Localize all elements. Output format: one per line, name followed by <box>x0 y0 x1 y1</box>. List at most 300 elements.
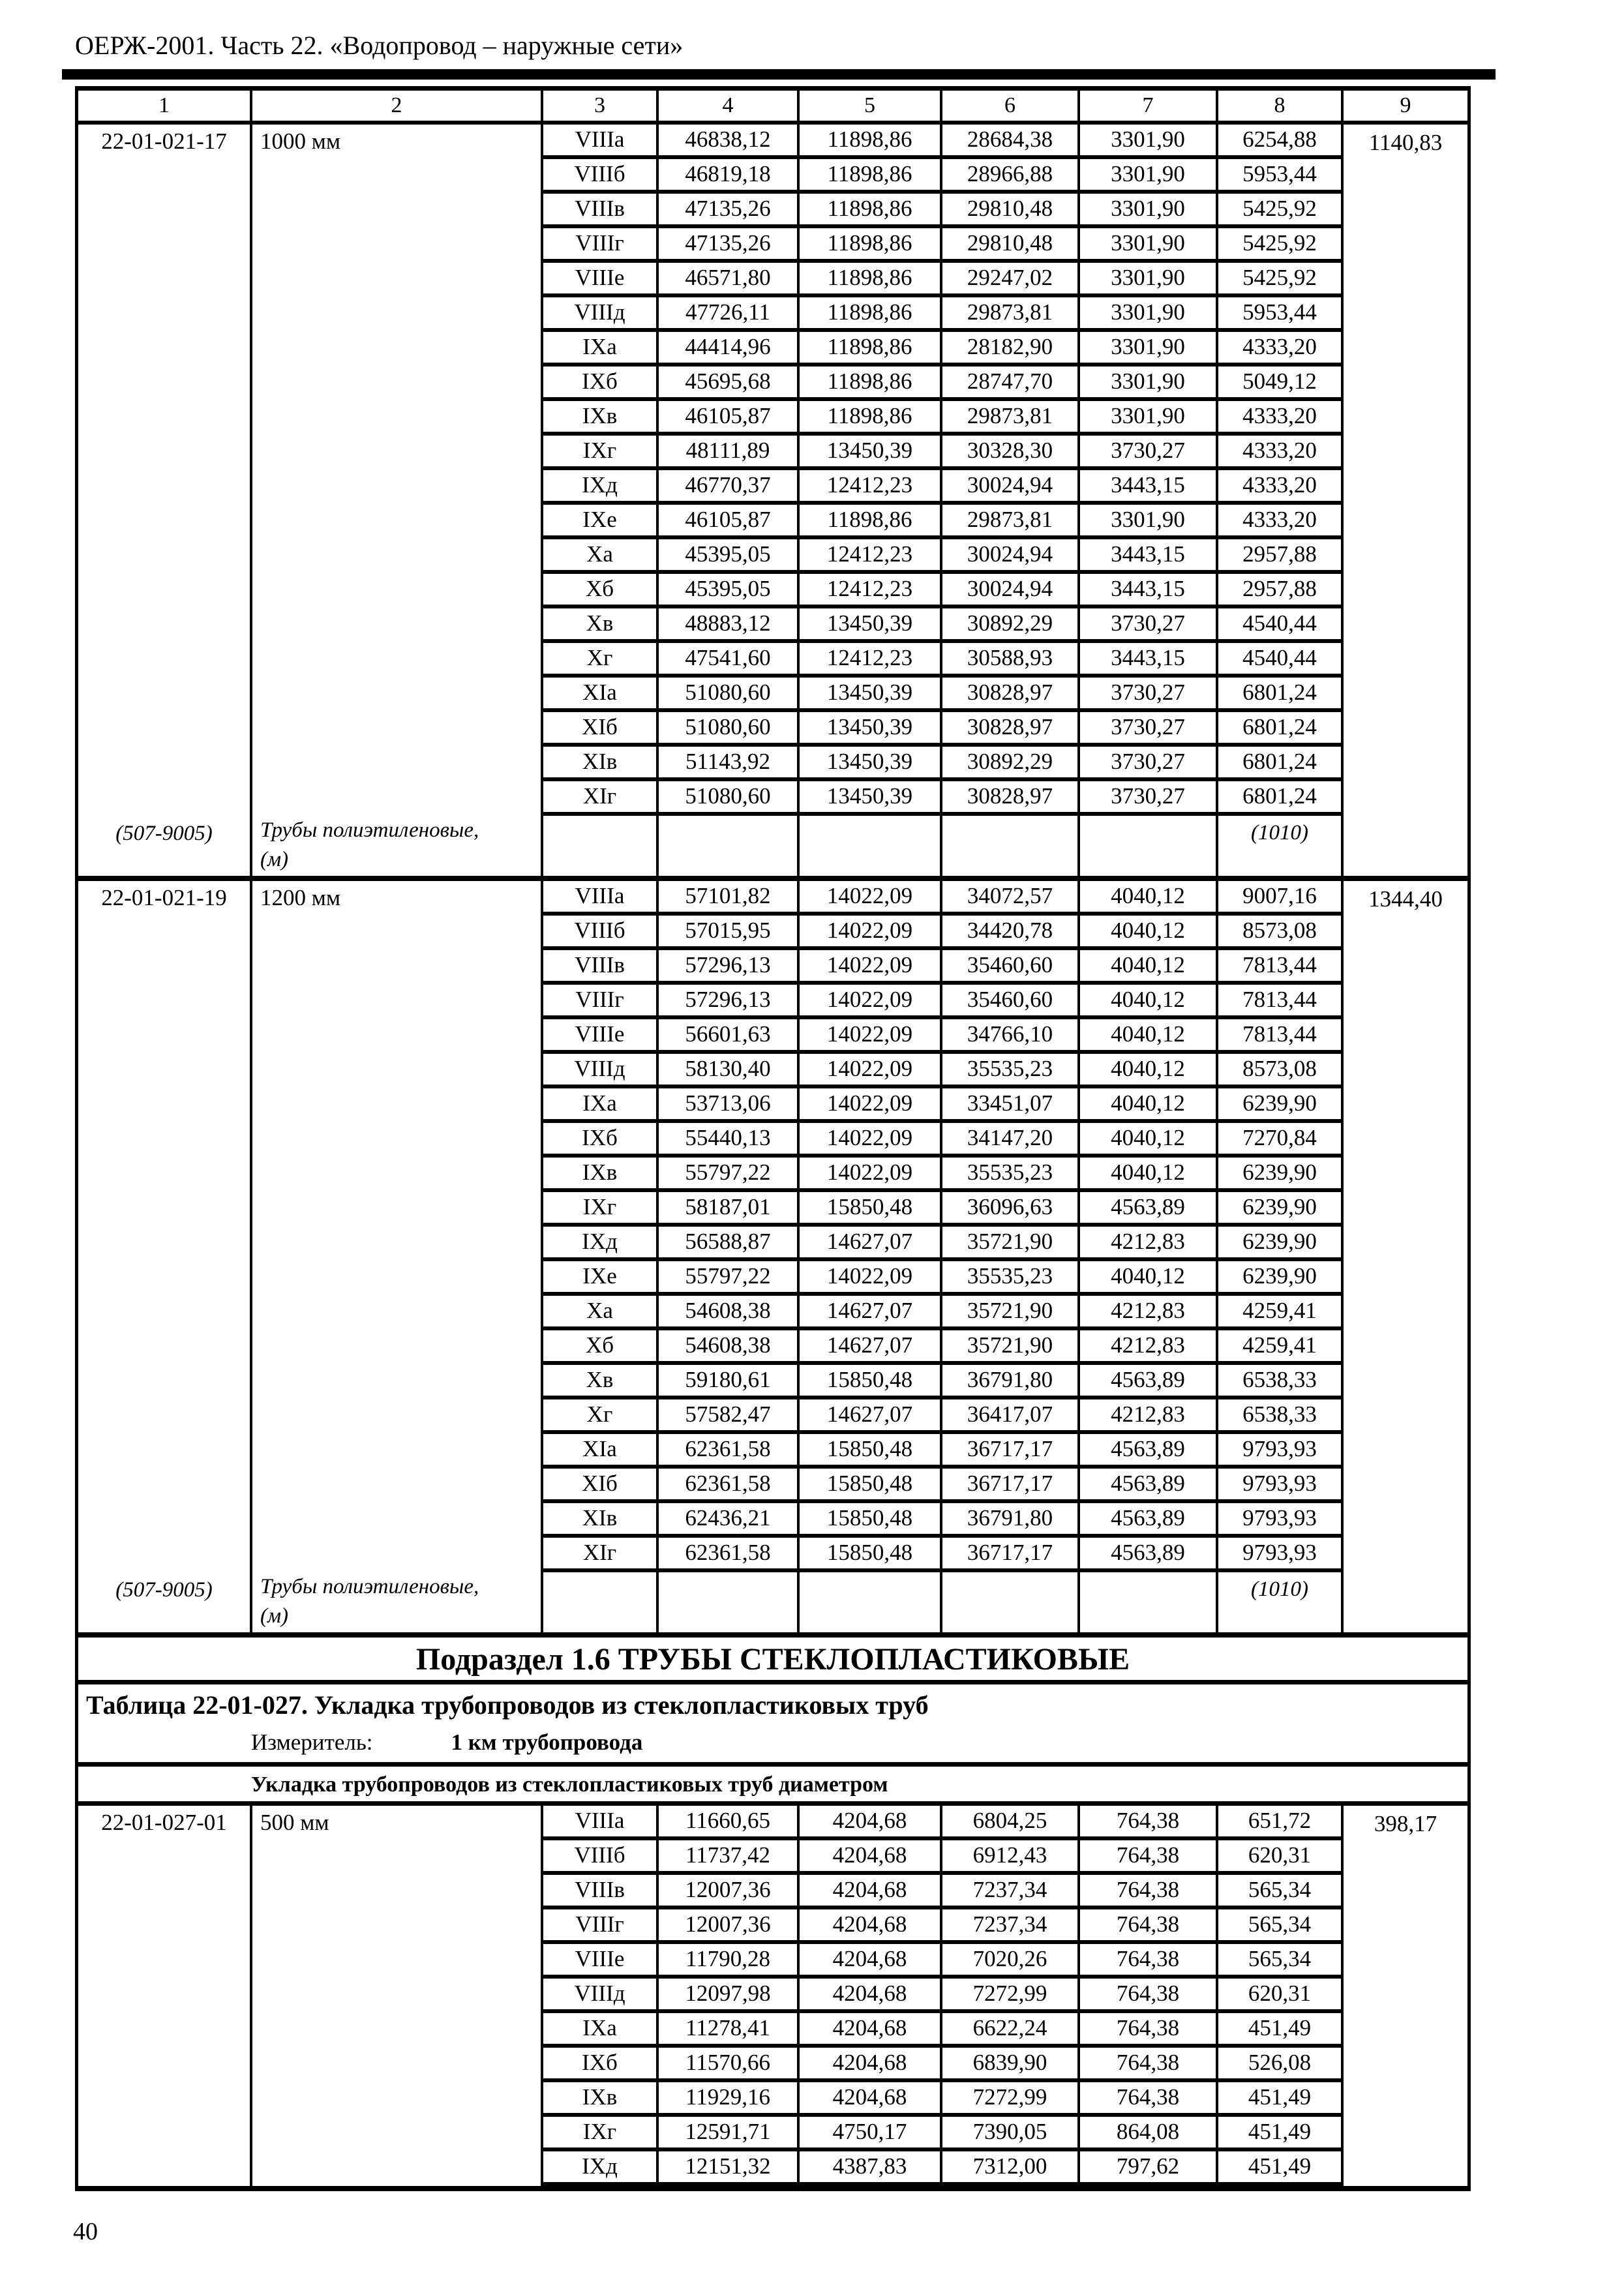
table-row <box>543 1399 1341 1434</box>
description-column <box>252 881 543 1632</box>
col6-value-cell: 36717,17 <box>942 1434 1080 1465</box>
col8-value-cell: 6239,90 <box>1242 1194 1317 1219</box>
col4-value-cell: 46819,18 <box>659 159 800 190</box>
col7-value-cell: 764,38 <box>1080 1806 1218 1836</box>
col7-value-cell: 4040,12 <box>1080 950 1218 981</box>
col5-value-cell: 13450,39 <box>800 608 942 639</box>
col7-value-cell: 3301,90 <box>1080 125 1218 155</box>
col4-value-cell: 54608,38 <box>659 1296 800 1326</box>
group-label-cell: XIа <box>543 678 659 708</box>
col4-value-cell: 47135,26 <box>659 228 800 259</box>
col6-value-cell: 7390,05 <box>942 2117 1080 2147</box>
col4-value-cell: 44414,96 <box>659 332 800 363</box>
table-row <box>543 1909 1341 1944</box>
col5-value-cell: 14022,09 <box>800 1261 942 1292</box>
col7-value-cell: 4040,12 <box>1080 1019 1218 1050</box>
col7-value-cell: 4212,83 <box>1080 1227 1218 1257</box>
table-row <box>543 1365 1341 1399</box>
col8-value-cell: 4540,44 <box>1242 610 1317 636</box>
group-label-cell: IXг <box>543 1192 659 1223</box>
col8-value-cell: 4333,20 <box>1242 438 1317 463</box>
col7-value-cell: 3730,27 <box>1080 608 1218 639</box>
rates-grid <box>543 881 1344 1632</box>
col8-value-cell: 4333,20 <box>1242 403 1317 428</box>
table-row <box>543 2151 1341 2186</box>
col8-value-cell: 4333,20 <box>1242 334 1317 359</box>
section-description: 500 мм <box>260 1810 329 1835</box>
group-label-cell: VIIIа <box>543 1806 659 1836</box>
tail-unit: (м) <box>260 848 289 871</box>
col4-value-cell: 12151,32 <box>659 2151 800 2182</box>
group-label-cell: XIв <box>543 747 659 777</box>
col7-value-cell: 797,62 <box>1080 2151 1218 2182</box>
col4-value-cell: 62361,58 <box>659 1469 800 1499</box>
col4-value-cell: 11570,66 <box>659 2048 800 2078</box>
group-label-cell: VIIIе <box>543 1019 659 1050</box>
col4-value-cell: 46105,87 <box>659 505 800 535</box>
col6-value-cell: 30588,93 <box>942 643 1080 674</box>
group-label-cell: IXе <box>543 505 659 535</box>
col8-value-cell: 6254,88 <box>1242 127 1317 152</box>
group-label-cell: VIIIв <box>543 1875 659 1906</box>
table-row <box>543 228 1341 263</box>
group-label-cell: IXд <box>543 2151 659 2182</box>
col6-value-cell: 30024,94 <box>942 470 1080 501</box>
table-row <box>543 539 1341 574</box>
col5-value-cell: 12412,23 <box>800 574 942 605</box>
tail-description <box>252 1572 541 1631</box>
col4-value-cell: 56588,87 <box>659 1227 800 1257</box>
col7-value-cell: 4563,89 <box>1080 1365 1218 1396</box>
section-code: 22-01-021-17 <box>101 128 227 154</box>
group-label-cell: IXб <box>543 1123 659 1154</box>
col8-value-cell: 4259,41 <box>1242 1332 1317 1358</box>
col5-value-cell: 15850,48 <box>800 1192 942 1223</box>
col6-value-cell: 6622,24 <box>942 2013 1080 2044</box>
col7-value-cell: 4040,12 <box>1080 985 1218 1015</box>
norm-section-22-01-021-19 <box>78 881 1467 1638</box>
col6-value-cell: 7272,99 <box>942 1979 1080 2009</box>
col7-value-cell: 4040,12 <box>1080 916 1218 946</box>
col6-value-cell: 7237,34 <box>942 1875 1080 1906</box>
norm-section-22-01-027-01 <box>78 1806 1467 2191</box>
col6-value-cell: 29873,81 <box>942 401 1080 432</box>
col7-value-cell: 4040,12 <box>1080 1261 1218 1292</box>
group-label-cell: IXа <box>543 1088 659 1119</box>
col7-value-cell: 764,38 <box>1080 1944 1218 1975</box>
col5-value-cell: 12412,23 <box>800 470 942 501</box>
col5-value-cell: 11898,86 <box>800 297 942 328</box>
col4-value-cell: 46105,87 <box>659 401 800 432</box>
col8-value-cell: 620,31 <box>1248 1981 1312 2006</box>
col4-value-cell: 11790,28 <box>659 1944 800 1975</box>
col6-value-cell: 36791,80 <box>942 1503 1080 1534</box>
col7-value-cell: 3301,90 <box>1080 505 1218 535</box>
col6-value-cell: 35535,23 <box>942 1158 1080 1188</box>
col8-value-cell: 7813,44 <box>1242 1021 1317 1047</box>
col7-value-cell: 3730,27 <box>1080 678 1218 708</box>
col5-value-cell: 4204,68 <box>800 1875 942 1906</box>
group-label-cell: XIг <box>543 1538 659 1568</box>
group-label-cell: Xа <box>543 1296 659 1326</box>
col6-value-cell: 29810,48 <box>942 194 1080 224</box>
column-number-cell: 7 <box>1080 91 1218 121</box>
col5-value-cell: 13450,39 <box>800 678 942 708</box>
table-row <box>543 401 1341 436</box>
table-row <box>543 332 1341 367</box>
col7-value-cell: 764,38 <box>1080 2082 1218 2113</box>
col8-value-cell: 2957,88 <box>1242 541 1317 567</box>
table-row <box>543 2048 1341 2082</box>
col6-value-cell: 6839,90 <box>942 2048 1080 2078</box>
col5-value-cell: 14022,09 <box>800 1158 942 1188</box>
group-label-cell: VIIIа <box>543 125 659 155</box>
col8-value-cell: 620,31 <box>1248 1842 1312 1868</box>
col6-value-cell: 36791,80 <box>942 1365 1080 1396</box>
col6-value-cell: 30892,29 <box>942 608 1080 639</box>
col8-value-cell: 4540,44 <box>1242 645 1317 670</box>
col6-value-cell: 6804,25 <box>942 1806 1080 1836</box>
description-column <box>252 125 543 876</box>
col6-value-cell: 29810,48 <box>942 228 1080 259</box>
group-label-cell: IXг <box>543 2117 659 2147</box>
table-row <box>543 1158 1341 1192</box>
col7-value-cell: 4040,12 <box>1080 1158 1218 1188</box>
col7-value-cell: 764,38 <box>1080 1875 1218 1906</box>
col5-value-cell: 14627,07 <box>800 1330 942 1361</box>
col8-value-cell: 5953,44 <box>1242 299 1317 325</box>
group-label-cell: Xа <box>543 539 659 570</box>
col8-value-cell: 6538,33 <box>1242 1367 1317 1392</box>
column-number-row <box>78 91 1467 125</box>
col7-value-cell: 4212,83 <box>1080 1330 1218 1361</box>
tail-cell <box>1080 816 1218 876</box>
col4-value-cell: 12591,71 <box>659 2117 800 2147</box>
col7-value-cell: 4040,12 <box>1080 1088 1218 1119</box>
group-label-cell: VIIIв <box>543 950 659 981</box>
group-label-cell: VIIIе <box>543 1944 659 1975</box>
col6-value-cell: 28747,70 <box>942 367 1080 397</box>
col7-value-cell: 764,38 <box>1080 2013 1218 2044</box>
table-row <box>543 1806 1341 1840</box>
norm-section-22-01-021-17 <box>78 125 1467 881</box>
table-row <box>543 881 1341 916</box>
col5-value-cell: 14022,09 <box>800 1123 942 1154</box>
col7-value-cell: 764,38 <box>1080 1840 1218 1871</box>
table-row <box>543 574 1341 608</box>
table-row <box>543 2117 1341 2151</box>
tail-cell <box>659 1572 800 1632</box>
table-row <box>543 470 1341 505</box>
col8-value-cell: 7813,44 <box>1242 952 1317 978</box>
col6-value-cell: 34072,57 <box>942 881 1080 912</box>
col6-value-cell: 35535,23 <box>942 1261 1080 1292</box>
col6-value-cell: 34420,78 <box>942 916 1080 946</box>
col8-value-cell: 8573,08 <box>1242 1056 1317 1081</box>
col8-value-cell: 9793,93 <box>1242 1540 1317 1565</box>
col8-value-cell: 565,34 <box>1248 1911 1312 1937</box>
rates-grid <box>543 125 1344 876</box>
table-row <box>543 1840 1341 1875</box>
group-label-cell: VIIIд <box>543 1979 659 2009</box>
col7-value-cell: 4563,89 <box>1080 1434 1218 1465</box>
col4-value-cell: 55797,22 <box>659 1261 800 1292</box>
col8-value-cell: 5425,92 <box>1242 265 1317 290</box>
col6-value-cell: 7272,99 <box>942 2082 1080 2113</box>
col7-value-cell: 3443,15 <box>1080 539 1218 570</box>
table-row <box>543 747 1341 781</box>
col6-value-cell: 29873,81 <box>942 505 1080 535</box>
col4-value-cell: 55440,13 <box>659 1123 800 1154</box>
col5-value-cell: 15850,48 <box>800 1365 942 1396</box>
tail-cell <box>800 816 942 876</box>
col7-value-cell: 3301,90 <box>1080 297 1218 328</box>
col5-value-cell: 4204,68 <box>800 1944 942 1975</box>
col7-value-cell: 3301,90 <box>1080 401 1218 432</box>
col8-value-cell: 9793,93 <box>1242 1436 1317 1461</box>
col9-value: 398,17 <box>1374 1811 1437 1836</box>
col4-value-cell: 46770,37 <box>659 470 800 501</box>
col9-value: 1344,40 <box>1368 886 1443 912</box>
tail-description-line: Трубы полиэтиленовые, <box>260 1575 479 1598</box>
group-label-cell: VIIIв <box>543 194 659 224</box>
group-label-cell: VIIIд <box>543 1054 659 1085</box>
col9-value: 1140,83 <box>1368 130 1443 155</box>
col6-value-cell: 7312,00 <box>942 2151 1080 2182</box>
tail-unit: (м) <box>260 1604 289 1628</box>
tail-cell <box>543 1572 659 1632</box>
col5-value-cell: 11898,86 <box>800 263 942 293</box>
col4-value-cell: 57582,47 <box>659 1399 800 1430</box>
col4-value-cell: 51080,60 <box>659 712 800 743</box>
group-label-cell: VIIIб <box>543 1840 659 1871</box>
col6-value-cell: 28684,38 <box>942 125 1080 155</box>
col8-value-cell: 6239,90 <box>1242 1090 1317 1116</box>
col5-value-cell: 14627,07 <box>800 1399 942 1430</box>
col5-value-cell: 11898,86 <box>800 401 942 432</box>
tail-row <box>543 816 1341 876</box>
col8-value-cell: 565,34 <box>1248 1877 1312 1902</box>
col4-value-cell: 11660,65 <box>659 1806 800 1836</box>
col7-value-cell: 4040,12 <box>1080 881 1218 912</box>
col8-value-cell: 9007,16 <box>1242 883 1317 908</box>
col7-value-cell: 4040,12 <box>1080 1123 1218 1154</box>
col6-value-cell: 28966,88 <box>942 159 1080 190</box>
col7-value-cell: 764,38 <box>1080 1909 1218 1940</box>
col8-value-cell: 7813,44 <box>1242 987 1317 1012</box>
group-label-cell: IXв <box>543 2082 659 2113</box>
subsection-header: Подраздел 1.6 ТРУБЫ СТЕКЛОПЛАСТИКОВЫЕ <box>78 1638 1467 1684</box>
group-label-cell: IXб <box>543 2048 659 2078</box>
col6-value-cell: 6912,43 <box>942 1840 1080 1871</box>
col6-value-cell: 36417,07 <box>942 1399 1080 1430</box>
col5-value-cell: 4387,83 <box>800 2151 942 2182</box>
meter-value: 1 км трубопровода <box>451 1729 643 1755</box>
group-label-cell: IXд <box>543 1227 659 1257</box>
col5-value-cell: 14022,09 <box>800 916 942 946</box>
col4-value-cell: 12007,36 <box>659 1909 800 1940</box>
col7-value-cell: 4212,83 <box>1080 1296 1218 1326</box>
group-label-cell: IXг <box>543 436 659 466</box>
col7-value-cell: 864,08 <box>1080 2117 1218 2147</box>
col7-value-cell: 3301,90 <box>1080 194 1218 224</box>
col6-value-cell: 35721,90 <box>942 1296 1080 1326</box>
col6-value-cell: 30828,97 <box>942 712 1080 743</box>
tail-material-code: (1010) <box>1251 821 1308 845</box>
col7-value-cell: 4040,12 <box>1080 1054 1218 1085</box>
col7-value-cell: 3301,90 <box>1080 332 1218 363</box>
col6-value-cell: 30828,97 <box>942 781 1080 812</box>
col5-value-cell: 15850,48 <box>800 1469 942 1499</box>
table-row <box>543 643 1341 678</box>
column-number-cell: 3 <box>543 91 659 121</box>
col8-value-cell: 6801,24 <box>1242 783 1317 809</box>
col4-value-cell: 45395,05 <box>659 539 800 570</box>
col4-value-cell: 48883,12 <box>659 608 800 639</box>
col6-value-cell: 36717,17 <box>942 1469 1080 1499</box>
col8-value-cell: 5049,12 <box>1242 368 1317 394</box>
tail-material-code: (1010) <box>1251 1578 1308 1601</box>
group-label-cell: Xб <box>543 1330 659 1361</box>
tail-cell <box>659 816 800 876</box>
col5-value-cell: 12412,23 <box>800 643 942 674</box>
table-row <box>543 1538 1341 1572</box>
table-row <box>543 297 1341 332</box>
col8-value-cell: 5425,92 <box>1242 230 1317 256</box>
col7-value-cell: 4563,89 <box>1080 1538 1218 1568</box>
col4-value-cell: 45695,68 <box>659 367 800 397</box>
col4-value-cell: 57296,13 <box>659 950 800 981</box>
table-row <box>543 505 1341 539</box>
col8-value-cell: 451,49 <box>1248 2084 1312 2110</box>
col4-value-cell: 62436,21 <box>659 1503 800 1534</box>
col4-value-cell: 11278,41 <box>659 2013 800 2044</box>
col7-value-cell: 4563,89 <box>1080 1192 1218 1223</box>
col5-value-cell: 14022,09 <box>800 1088 942 1119</box>
group-label-cell: Xб <box>543 574 659 605</box>
table-row <box>543 678 1341 712</box>
table-title-band <box>78 1684 1467 1767</box>
col8-value-cell: 9793,93 <box>1242 1505 1317 1531</box>
table-row <box>543 1469 1341 1503</box>
col4-value-cell: 58187,01 <box>659 1192 800 1223</box>
column-number-cell: 1 <box>78 91 252 121</box>
col4-value-cell: 12097,98 <box>659 1979 800 2009</box>
col4-value-cell: 51080,60 <box>659 678 800 708</box>
col5-value-cell: 14022,09 <box>800 881 942 912</box>
col5-value-cell: 11898,86 <box>800 194 942 224</box>
col8-value-cell: 7270,84 <box>1242 1125 1317 1150</box>
col4-value-cell: 46838,12 <box>659 125 800 155</box>
col5-value-cell: 13450,39 <box>800 781 942 812</box>
diameter-heading: Укладка трубопроводов из стеклопластиковых труб диаметром <box>78 1767 1467 1806</box>
tail-code: (507-9005) <box>115 822 213 845</box>
table-row <box>543 985 1341 1019</box>
group-label-cell: VIIIб <box>543 916 659 946</box>
table-row <box>543 1979 1341 2013</box>
col5-value-cell: 13450,39 <box>800 712 942 743</box>
table-row <box>543 608 1341 643</box>
col8-value-cell: 4333,20 <box>1242 472 1317 498</box>
col5-value-cell: 4204,68 <box>800 2048 942 2078</box>
table-row <box>543 1261 1341 1296</box>
table-row <box>543 1123 1341 1158</box>
col6-value-cell: 35721,90 <box>942 1330 1080 1361</box>
col4-value-cell: 53713,06 <box>659 1088 800 1119</box>
col4-value-cell: 46571,80 <box>659 263 800 293</box>
group-label-cell: VIIIг <box>543 985 659 1015</box>
meter-label: Измеритель: <box>251 1729 373 1755</box>
col6-value-cell: 35535,23 <box>942 1054 1080 1085</box>
table-row <box>543 1019 1341 1054</box>
col5-value-cell: 11898,86 <box>800 505 942 535</box>
col8-value-cell: 5953,44 <box>1242 161 1317 187</box>
tail-description-line: Трубы полиэтиленовые, <box>260 818 479 842</box>
group-label-cell: XIа <box>543 1434 659 1465</box>
col7-value-cell: 3443,15 <box>1080 643 1218 674</box>
group-label-cell: XIв <box>543 1503 659 1534</box>
col4-value-cell: 56601,63 <box>659 1019 800 1050</box>
col5-value-cell: 4750,17 <box>800 2117 942 2147</box>
section-description: 1200 мм <box>260 885 341 910</box>
group-label-cell: VIIIг <box>543 228 659 259</box>
col8-value-cell: 8573,08 <box>1242 918 1317 943</box>
col8-value-cell: 565,34 <box>1248 1946 1312 1971</box>
group-label-cell: Xг <box>543 1399 659 1430</box>
column-number-cell: 2 <box>252 91 543 121</box>
group-label-cell: IXа <box>543 2013 659 2044</box>
col4-value-cell: 59180,61 <box>659 1365 800 1396</box>
description-column <box>252 1806 543 2186</box>
col5-value-cell: 14627,07 <box>800 1296 942 1326</box>
col8-value-cell: 451,49 <box>1248 2119 1312 2144</box>
col7-value-cell: 4563,89 <box>1080 1469 1218 1499</box>
col5-value-cell: 4204,68 <box>800 1840 942 1871</box>
col7-value-cell: 764,38 <box>1080 1979 1218 2009</box>
col8-value-cell: 4259,41 <box>1242 1298 1317 1323</box>
col4-value-cell: 47726,11 <box>659 297 800 328</box>
tail-code: (507-9005) <box>115 1578 213 1602</box>
col4-value-cell: 11929,16 <box>659 2082 800 2113</box>
section-code: 22-01-027-01 <box>101 1810 227 1835</box>
table-row <box>543 1296 1341 1330</box>
column-number-cell: 5 <box>800 91 942 121</box>
col4-value-cell: 47541,60 <box>659 643 800 674</box>
col4-value-cell: 62361,58 <box>659 1538 800 1568</box>
col8-value-cell: 6538,33 <box>1242 1401 1317 1427</box>
col6-value-cell: 30024,94 <box>942 539 1080 570</box>
table-row <box>543 2082 1341 2117</box>
table-row <box>543 1054 1341 1088</box>
col4-value-cell: 57101,82 <box>659 881 800 912</box>
column-number-cell: 9 <box>1400 93 1411 117</box>
col8-value-cell: 2957,88 <box>1242 576 1317 601</box>
col5-value-cell: 12412,23 <box>800 539 942 570</box>
col7-value-cell: 3730,27 <box>1080 712 1218 743</box>
table-row <box>543 1434 1341 1469</box>
col6-value-cell: 28182,90 <box>942 332 1080 363</box>
col6-value-cell: 33451,07 <box>942 1088 1080 1119</box>
table-row <box>543 950 1341 985</box>
col6-value-cell: 7237,34 <box>942 1909 1080 1940</box>
group-label-cell: Xв <box>543 1365 659 1396</box>
table-row <box>543 367 1341 401</box>
col6-value-cell: 30024,94 <box>942 574 1080 605</box>
tail-cell <box>543 816 659 876</box>
table-row <box>543 1944 1341 1979</box>
col5-value-cell: 14022,09 <box>800 1054 942 1085</box>
col6-value-cell: 30828,97 <box>942 678 1080 708</box>
